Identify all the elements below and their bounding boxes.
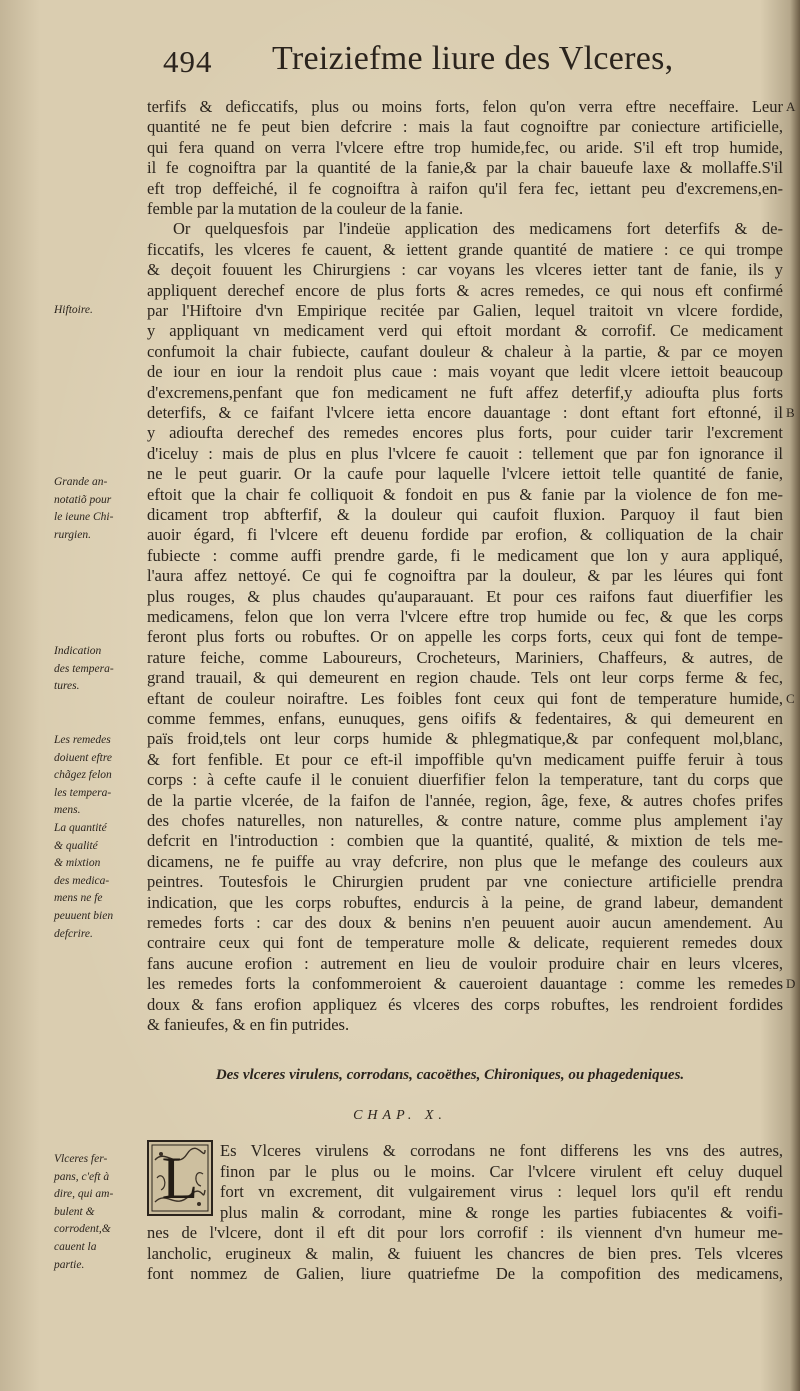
body-line: defcrit en l'introduction : combien que la quantité, qualité, & mixtion de tels me- — [147, 831, 783, 851]
chapter-line: lancholic, erugineux & malin, & fuiuent les chancres de bien pres. Tels vlceres — [147, 1243, 783, 1263]
body-line: l'aura affez nettoyé. Ce qui fe cognoiftra par la douleur, & par les léures qui font — [147, 566, 783, 586]
body-line: indication, que les corps robuftes, endurcis à la peine, de grand labeur, demandent — [147, 892, 783, 912]
margin-letter: D — [786, 976, 796, 992]
margin-note-line: notatiõ pour — [54, 493, 112, 506]
body-line: grand trauail, & qui demeurent en region chaude. Tels ont leur corps ferme & fec, — [147, 668, 783, 688]
drop-cap — [147, 1140, 213, 1216]
margin-note-line: Grande an- — [54, 476, 108, 488]
margin-note-line: tures. — [54, 680, 80, 693]
body-line: qui fera quand on verra l'vlcere eftre trop humide,fec, ou aride. S'il eft trop humide, — [147, 137, 783, 157]
body-line: corps : à cefte caufe il le conuient diuerfifier felon la temperature, tant du corps que — [147, 770, 783, 790]
body-line: & fanieufes, & en fin putrides. — [147, 1015, 350, 1034]
body-line: païs froid,tels ont leur corps humide & phlegmatique,& par confequent mol,blanc, — [147, 729, 783, 749]
margin-note-line: le ieune Chi- — [54, 511, 114, 524]
body-line: des chofes naturelles, non naturelles, & contre nature, comme plus amplement i'ay — [147, 811, 783, 830]
margin-note-line: Les remedes — [54, 734, 111, 746]
margin-note-line: les tempera- — [54, 786, 112, 799]
margin-note-line: Indication — [54, 645, 102, 657]
chapter-line: nes de l'vlcere, dont il eft dit pour lors corrofif : ils viennent d'vn humeur me- — [147, 1223, 783, 1242]
margin-note — [54, 820, 146, 943]
drop-cap-letter: L — [161, 1145, 199, 1211]
body-line: rature feiche, comme Laboureurs, Crocheteurs, Mariniers, Chaffeurs, & autres, de — [147, 647, 783, 667]
margin-note-line: partie. — [54, 1258, 85, 1271]
margin-letter: B — [786, 405, 795, 420]
margin-note-line: mens. — [54, 804, 81, 817]
margin-note-line: Hiftoire. — [54, 304, 93, 316]
body-line: confumoit la chair fubiecte, caufant douleur & chaleur à la partie, & par ce moyen — [147, 341, 783, 361]
margin-note — [54, 302, 146, 320]
body-line: eft trop deffeiché, il fe cognoiftra à raifon qu'il fera fec, iettant peu d'excremens,en- — [147, 178, 783, 198]
body-line: peintres. Toutesfois le Chirurgien prudent par vne coniecture artificielle prendra — [147, 872, 783, 892]
page-number: 494 — [163, 44, 213, 79]
margin-note-line: La quantité — [54, 822, 107, 834]
margin-note-line: dire, qui am- — [54, 1188, 114, 1201]
running-title: Treiziefme liure des Vlceres, — [272, 40, 674, 77]
body-line: auoir égard, fi l'vlcere eft deuenu fordide par erofion, & colliquation de la chair — [147, 525, 783, 545]
body-line: Or quelquesfois par l'indeüe application des medicamens fort deterfifs & de- — [173, 219, 783, 239]
margin-note-line: mens ne fe — [54, 892, 103, 905]
body-line: ne le peut guarir. Or la caufe pour laquelle l'vlcere iettoit telle quantité de fanie, — [147, 464, 783, 484]
body-line: deterfifs, & ce faifant l'vlcere ietta encore dauantage : dont eftant fort eftonné, il — [147, 403, 783, 422]
chapter-line: plus malin & corrodant, mine & ronge les parties fubiacentes & voifi- — [220, 1202, 783, 1222]
body-line: appliquent derechef encore de plus forts & acres remedes, ce qui nous eft confirmé — [147, 280, 783, 300]
body-line: dicament trop abfterfif, & la douleur qui caufoit fluxion. Parquoy il faut bien — [147, 505, 783, 524]
body-line: femble par la mutation de la couleur de la fanie. — [147, 199, 464, 218]
body-line: dicamens, ne fe puiffe au vray defcrire, non plus que le mefange des couleurs aux — [147, 851, 783, 871]
margin-note — [54, 1151, 146, 1274]
body-line: feront plus forts ou robuftes. Or on appelle les corps forts, ceux qui font de tempe- — [147, 627, 783, 647]
body-line: il fe cognoiftra par la quantité de la fanie,& par la chair baueufe laxe & mollaffe.S'il — [147, 158, 783, 178]
chapter-line: fort vn excrement, dit vulgairement virus : lequel lors qu'il eft rendu — [220, 1182, 783, 1201]
margin-letter: C — [786, 690, 795, 706]
margin-note-line: & qualité — [54, 839, 98, 852]
body-line: medicamens, felon que lon verra l'vlcere eftre trop humide ou fec, & que les corps — [147, 607, 783, 626]
body-line: remedes forts : car des doux & benins n'en peuuent auoir aucun amendement. Au — [147, 913, 783, 932]
margin-note — [54, 643, 146, 696]
margin-note-line: Vlceres fer- — [54, 1153, 108, 1165]
margin-note-line: peuuent bien — [54, 909, 114, 922]
body-line: quantité ne fe peut bien defcrire : mais la faut cognoiftre par coniecture artificielle, — [147, 117, 783, 137]
body-line: plus rouges, & plus chaudes qu'auparauant. Et pour ces raifons faut diuerfifier les — [147, 586, 783, 606]
body-line: doux & fans erofion appliquez és vlceres des corps robuftes, les rendroient fordides — [147, 994, 783, 1014]
body-line: comme femmes, enfans, eunuques, gens oififs & fedentaires, & qui demeurent en — [147, 709, 783, 728]
margin-note-line: rurgien. — [54, 528, 91, 541]
body-line: contraire ceux qui font de temperature molle & delicate, requierent remedes doux — [147, 933, 783, 953]
body-line: fans aucune erofion : autrement en lieu de vouloir produire chair en leurs vlceres, — [147, 953, 783, 973]
margin-note-line: pans, c'eft à — [54, 1170, 110, 1183]
chapter-line: font nommez de Galien, liure quatriefme De la compofition des medicamens, — [147, 1264, 783, 1283]
body-line: d'excremens,penfant que fon medicament ne fuft affez deterfif,y adioufta plus forts — [147, 382, 783, 402]
body-line: fubiecte : comme auffi prendre garde, fi le medicament que lon y aura appliqué, — [147, 545, 783, 565]
body-line: d'iceluy : mais de plus en plus l'vlcere fe cauoit : tellement que par fon ignorance il — [147, 443, 783, 463]
body-line: & fort fenfible. Et pour ce eft-il impoffible qu'vn medicament puiffe feruir à tous — [147, 749, 783, 769]
body-line: ficcatifs, les vlceres fe cauent, & iettent grande quantité de matiere : ce qui trompe — [147, 239, 783, 259]
body-line: eftant de couleur noiraftre. Les foibles font ceux qui font de temperature humide, — [147, 688, 783, 708]
margin-note-line: defcrire. — [54, 927, 93, 940]
chapter-line: Es Vlceres virulens & corrodans ne font differens les vns des autres, — [220, 1141, 783, 1160]
body-line: par l'Hiftoire d'vn Empirique recitée par Galien, lequel traitoit vn vlcere fordide, — [147, 301, 783, 320]
body-line: & deçoit fouuent les Chirurgiens : car voyans les vlceres ietter tant de fanie, ils y — [147, 260, 783, 280]
body-line: terfifs & deficcatifs, plus ou moins forts, felon qu'on verra eftre neceffaire. Leur — [147, 97, 783, 116]
margin-note-line: des medica- — [54, 874, 110, 887]
margin-letter: A — [786, 99, 796, 114]
margin-note-line: doiuent eftre — [54, 751, 113, 764]
margin-note-line: chãgez felon — [54, 769, 112, 782]
chapter-number: CHAP. X. — [353, 1108, 447, 1123]
body-line: y adioufta derechef des remedes encores plus forts, pour cuider tarir l'excrement — [147, 423, 783, 443]
body-line: de la partie vlcerée, de la faifon de l'année, region, âge, fexe, & autres chofes prifes — [147, 790, 783, 810]
margin-note-line: cauent la — [54, 1240, 97, 1253]
margin-note-line: bulent & — [54, 1205, 95, 1218]
chapter-line: finon par le plus ou le moins. Car l'vlcere virulent eft celuy duquel — [220, 1161, 783, 1181]
body-line: eftoit que la chair fe colliquoit & fondoit en pus & fanie par la violence de fon me- — [147, 484, 783, 504]
body-line: de iour en iour la rendoit plus caue : mais voyant que ledit vlcere iettoit beaucoup — [147, 362, 783, 382]
chapter-heading: Des vlceres virulens, corrodans, cacoëthes, Chironiques, ou phagedeniques. — [215, 1067, 685, 1083]
margin-note-line: & mixtion — [54, 857, 101, 870]
margin-note — [54, 474, 146, 544]
margin-note-line: corrodent,& — [54, 1223, 111, 1236]
margin-note — [54, 732, 146, 820]
body-line: y appliquant vn medicament verd qui eftoit mordant & corrofif. Ce medicament — [147, 321, 783, 341]
margin-note-line: des tempera- — [54, 662, 114, 675]
body-line: les remedes forts la confommeroient & caueroient dauantage : comme les remedes — [147, 974, 783, 994]
